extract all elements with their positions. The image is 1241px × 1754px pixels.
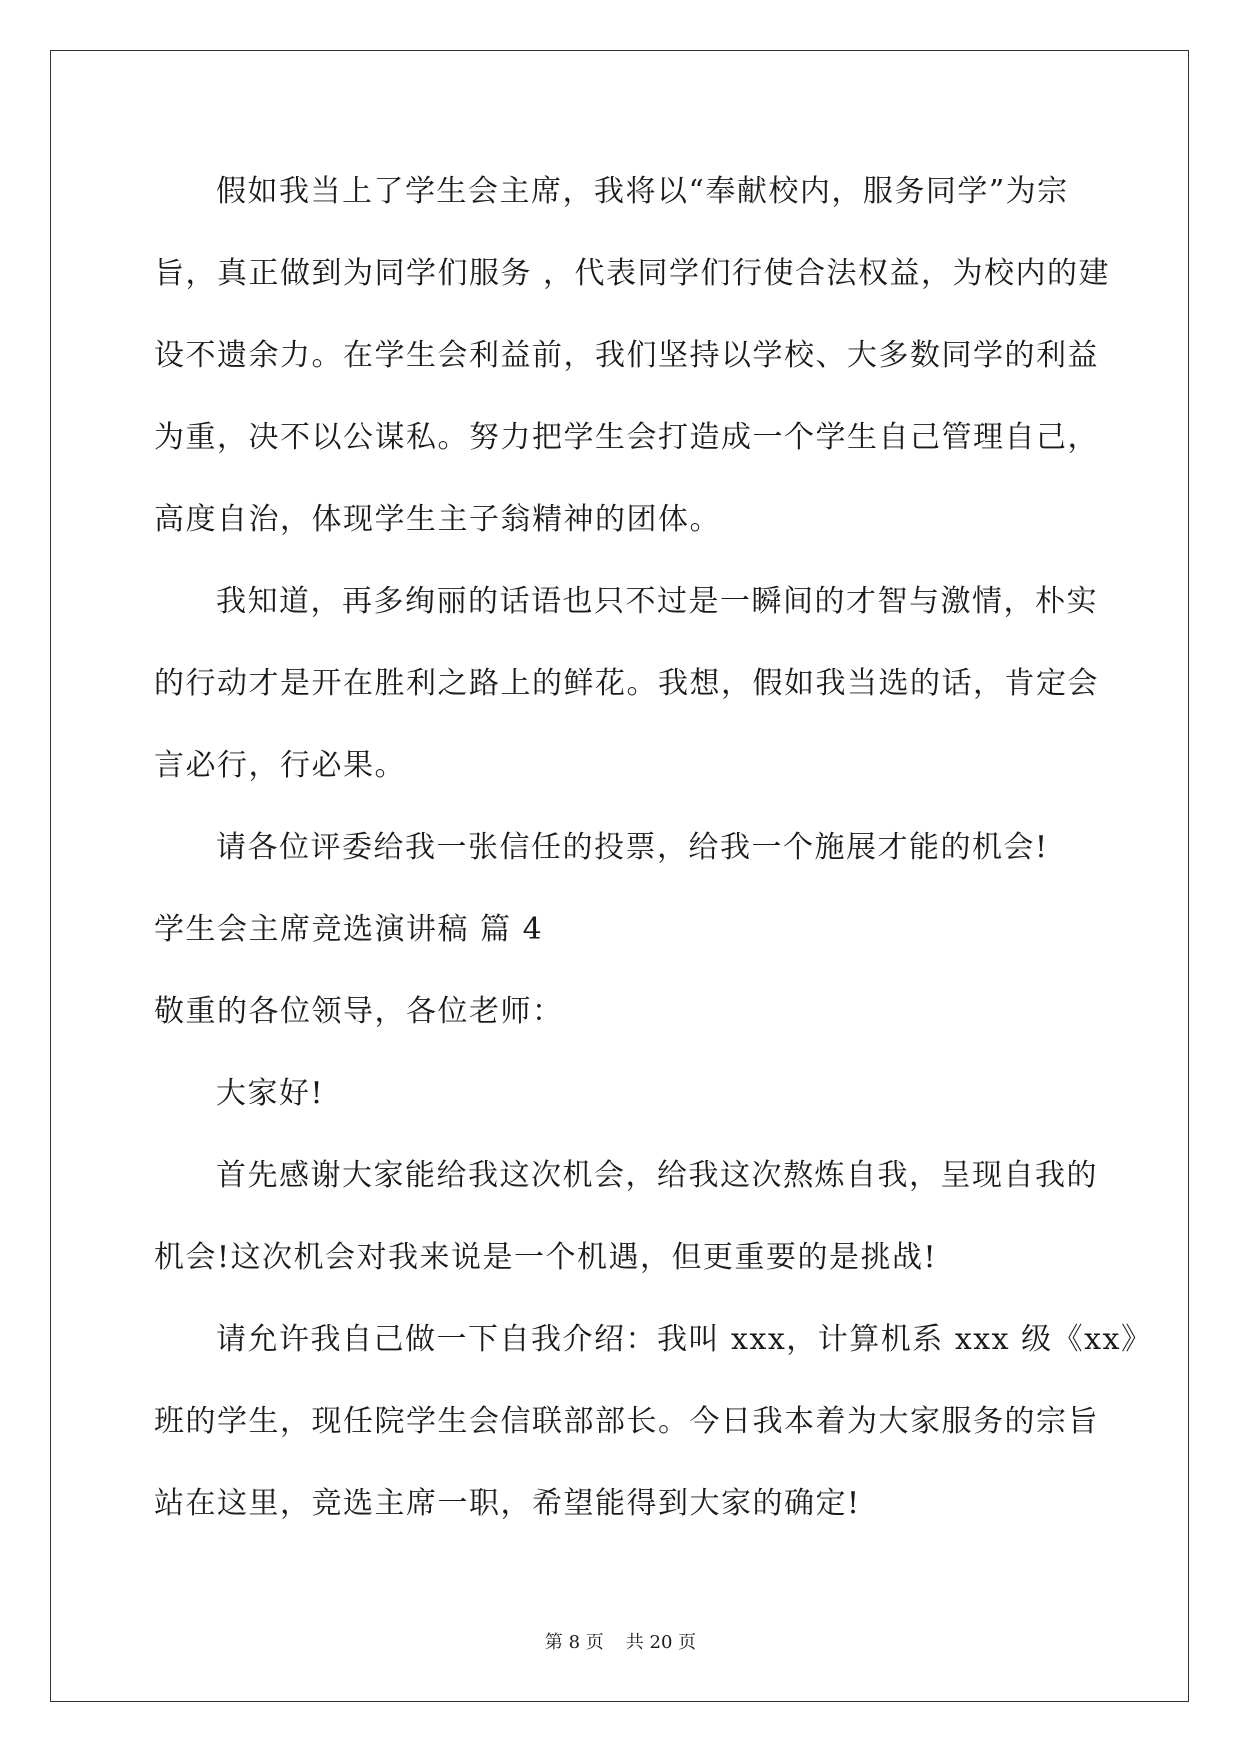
page-number: 第 8 页 [544, 1632, 604, 1653]
page-total: 共 20 页 [625, 1632, 697, 1653]
paragraph-line: 旨，真正做到为同学们服务 ，代表同学们行使合法权益，为校内的建 [154, 256, 1111, 291]
paragraph-line: 的行动才是开在胜利之路上的鲜花。我想，假如我当选的话，肯定会 [154, 666, 1099, 701]
paragraph-line: 假如我当上了学生会主席，我将以“奉献校内，服务同学”为宗 [216, 174, 1069, 209]
page-footer [0, 1628, 1241, 1654]
paragraph-line: 设不遗余力。在学生会利益前，我们坚持以学校、大多数同学的利益 [154, 338, 1099, 373]
paragraph-line: 首先感谢大家能给我这次机会，给我这次熬炼自我，呈现自我的 [216, 1158, 1098, 1193]
paragraph-line: 站在这里，竞选主席一职，希望能得到大家的确定! [154, 1486, 861, 1521]
paragraph-line: 机会!这次机会对我来说是一个机遇，但更重要的是挑战! [154, 1240, 938, 1275]
paragraph-line: 为重，决不以公谋私。努力把学生会打造成一个学生自己管理自己， [154, 420, 1099, 455]
paragraph-line: 言必行，行必果。 [154, 748, 406, 783]
page-border [50, 50, 1189, 1702]
section-heading: 学生会主席竞选演讲稿 篇 4 [154, 912, 544, 947]
paragraph-line: 班的学生，现任院学生会信联部部长。今日我本着为大家服务的宗旨 [154, 1404, 1099, 1439]
paragraph-line: 请允许我自己做一下自我介绍：我叫 xxx，计算机系 xxx 级《xx》 [216, 1322, 1153, 1357]
greeting: 大家好! [216, 1076, 325, 1111]
salutation: 敬重的各位领导，各位老师： [154, 994, 564, 1029]
paragraph-line: 高度自治，体现学生主子翁精神的团体。 [154, 502, 721, 537]
paragraph-line: 请各位评委给我一张信任的投票，给我一个施展才能的机会! [216, 830, 1049, 865]
paragraph-line: 我知道，再多绚丽的话语也只不过是一瞬间的才智与激情，朴实 [216, 584, 1098, 619]
